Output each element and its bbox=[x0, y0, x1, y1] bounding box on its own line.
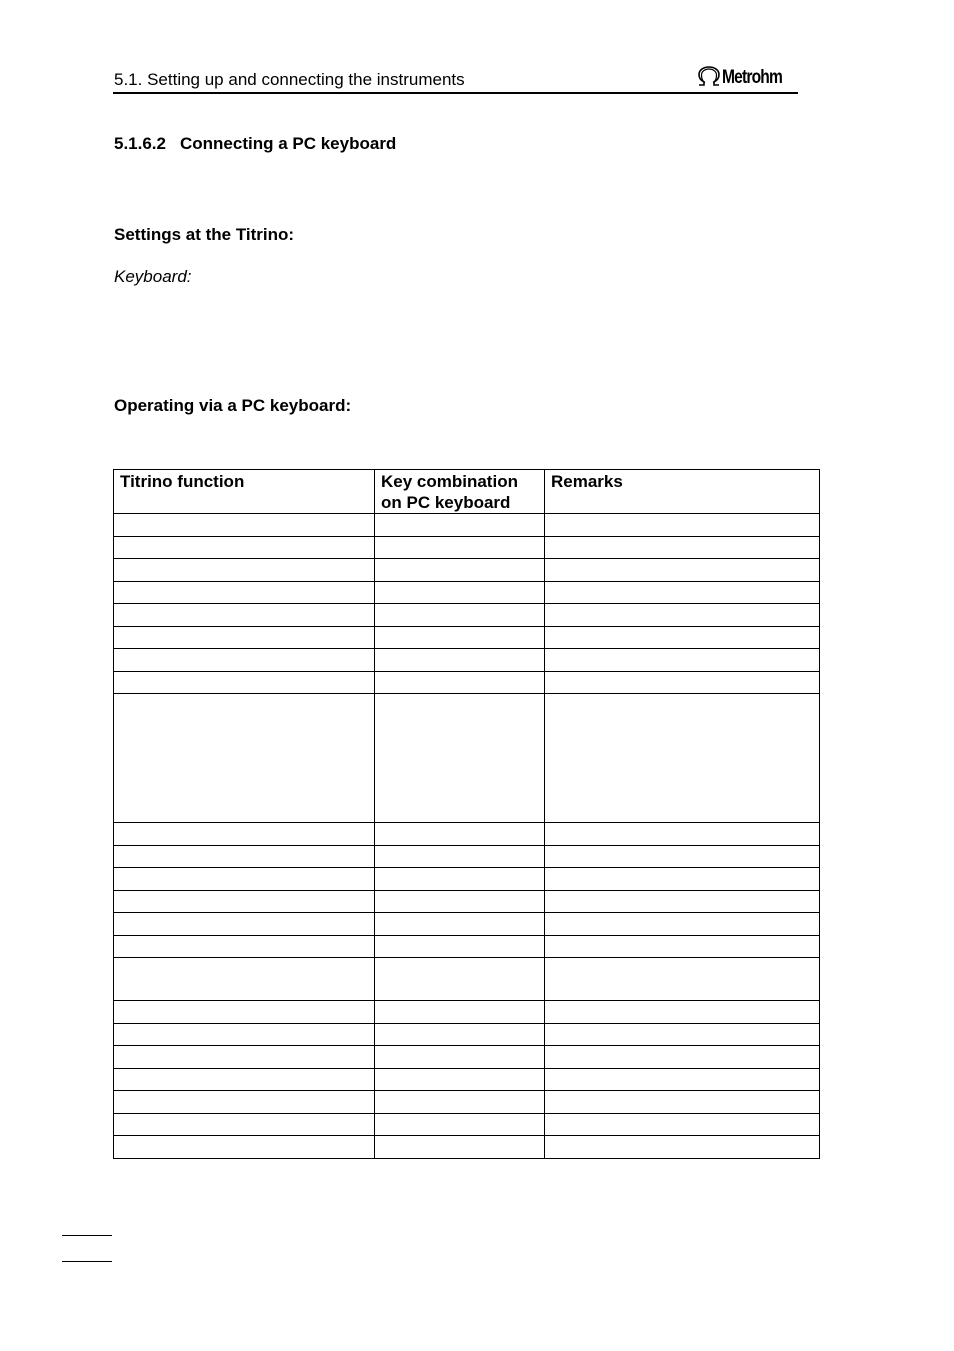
table-row bbox=[114, 1091, 820, 1114]
omega-icon bbox=[696, 65, 722, 92]
cell-key-combination bbox=[375, 1113, 545, 1136]
cell-key-combination bbox=[375, 514, 545, 537]
cell-function bbox=[114, 559, 375, 582]
table-row bbox=[114, 626, 820, 649]
table-body bbox=[114, 514, 820, 1159]
table-row bbox=[114, 1113, 820, 1136]
cell-remarks bbox=[545, 536, 820, 559]
header-divider bbox=[113, 92, 798, 94]
footer-rule-bottom bbox=[62, 1261, 112, 1262]
cell-function bbox=[114, 1091, 375, 1114]
table-row bbox=[114, 1001, 820, 1024]
table-row bbox=[114, 890, 820, 913]
cell-function bbox=[114, 536, 375, 559]
cell-remarks bbox=[545, 958, 820, 1001]
cell-remarks bbox=[545, 581, 820, 604]
cell-remarks bbox=[545, 845, 820, 868]
column-header-key-combination: Key combination on PC keyboard bbox=[375, 470, 545, 514]
cell-remarks bbox=[545, 671, 820, 694]
cell-function bbox=[114, 1136, 375, 1159]
column-header-remarks: Remarks bbox=[545, 470, 820, 514]
cell-function bbox=[114, 514, 375, 537]
cell-key-combination bbox=[375, 626, 545, 649]
cell-key-combination bbox=[375, 694, 545, 823]
cell-remarks bbox=[545, 1068, 820, 1091]
table-row bbox=[114, 1023, 820, 1046]
table-row bbox=[114, 536, 820, 559]
cell-function bbox=[114, 1046, 375, 1069]
cell-key-combination bbox=[375, 559, 545, 582]
running-header: 5.1. Setting up and connecting the instruments bbox=[114, 70, 465, 89]
cell-key-combination bbox=[375, 649, 545, 672]
cell-remarks bbox=[545, 1046, 820, 1069]
table-row bbox=[114, 581, 820, 604]
table-row bbox=[114, 913, 820, 936]
metrohm-logo bbox=[696, 66, 795, 90]
cell-remarks bbox=[545, 890, 820, 913]
cell-function bbox=[114, 604, 375, 627]
cell-remarks bbox=[545, 559, 820, 582]
cell-function bbox=[114, 823, 375, 846]
cell-key-combination bbox=[375, 935, 545, 958]
cell-remarks bbox=[545, 1113, 820, 1136]
cell-remarks bbox=[545, 604, 820, 627]
table-row bbox=[114, 559, 820, 582]
cell-key-combination bbox=[375, 1091, 545, 1114]
table-row bbox=[114, 823, 820, 846]
section-title: Connecting a PC keyboard bbox=[180, 134, 397, 153]
table-header-row bbox=[114, 470, 820, 514]
cell-function bbox=[114, 1068, 375, 1091]
cell-key-combination bbox=[375, 604, 545, 627]
cell-function bbox=[114, 913, 375, 936]
table-row bbox=[114, 1136, 820, 1159]
cell-remarks bbox=[545, 868, 820, 891]
cell-key-combination bbox=[375, 890, 545, 913]
cell-key-combination bbox=[375, 536, 545, 559]
table-row bbox=[114, 649, 820, 672]
cell-key-combination bbox=[375, 868, 545, 891]
cell-remarks bbox=[545, 1023, 820, 1046]
cell-remarks bbox=[545, 1136, 820, 1159]
cell-key-combination bbox=[375, 581, 545, 604]
cell-key-combination bbox=[375, 1068, 545, 1091]
section-heading bbox=[114, 134, 396, 154]
operating-heading: Operating via a PC keyboard: bbox=[114, 396, 352, 415]
cell-key-combination bbox=[375, 1046, 545, 1069]
table-row bbox=[114, 935, 820, 958]
cell-remarks bbox=[545, 694, 820, 823]
cell-function bbox=[114, 935, 375, 958]
cell-key-combination bbox=[375, 845, 545, 868]
cell-function bbox=[114, 671, 375, 694]
cell-function bbox=[114, 958, 375, 1001]
settings-heading: Settings at the Titrino: bbox=[114, 225, 295, 244]
table-row bbox=[114, 1068, 820, 1091]
cell-function bbox=[114, 1023, 375, 1046]
cell-remarks bbox=[545, 514, 820, 537]
keyboard-function-table bbox=[113, 469, 820, 1159]
cell-remarks bbox=[545, 1091, 820, 1114]
cell-function bbox=[114, 649, 375, 672]
cell-remarks bbox=[545, 626, 820, 649]
table-row bbox=[114, 845, 820, 868]
cell-key-combination bbox=[375, 958, 545, 1001]
table-row bbox=[114, 694, 820, 823]
footer-rule-top bbox=[62, 1235, 112, 1236]
cell-key-combination bbox=[375, 1136, 545, 1159]
table-row bbox=[114, 958, 820, 1001]
cell-remarks bbox=[545, 1001, 820, 1024]
table-row bbox=[114, 868, 820, 891]
logo-wordmark: Metrohm bbox=[722, 67, 783, 88]
cell-function bbox=[114, 890, 375, 913]
cell-key-combination bbox=[375, 1023, 545, 1046]
cell-remarks bbox=[545, 649, 820, 672]
cell-function bbox=[114, 626, 375, 649]
cell-remarks bbox=[545, 935, 820, 958]
cell-function bbox=[114, 694, 375, 823]
cell-key-combination bbox=[375, 913, 545, 936]
cell-function bbox=[114, 868, 375, 891]
table-row bbox=[114, 671, 820, 694]
cell-function bbox=[114, 581, 375, 604]
table-row bbox=[114, 1046, 820, 1069]
table-row bbox=[114, 604, 820, 627]
cell-key-combination bbox=[375, 823, 545, 846]
cell-function bbox=[114, 1113, 375, 1136]
column-header-function: Titrino function bbox=[114, 470, 375, 514]
cell-remarks bbox=[545, 823, 820, 846]
cell-remarks bbox=[545, 913, 820, 936]
section-number: 5.1.6.2 bbox=[114, 134, 166, 153]
keyboard-label: Keyboard: bbox=[114, 267, 192, 286]
table-row bbox=[114, 514, 820, 537]
cell-function bbox=[114, 1001, 375, 1024]
cell-key-combination bbox=[375, 1001, 545, 1024]
cell-key-combination bbox=[375, 671, 545, 694]
cell-function bbox=[114, 845, 375, 868]
